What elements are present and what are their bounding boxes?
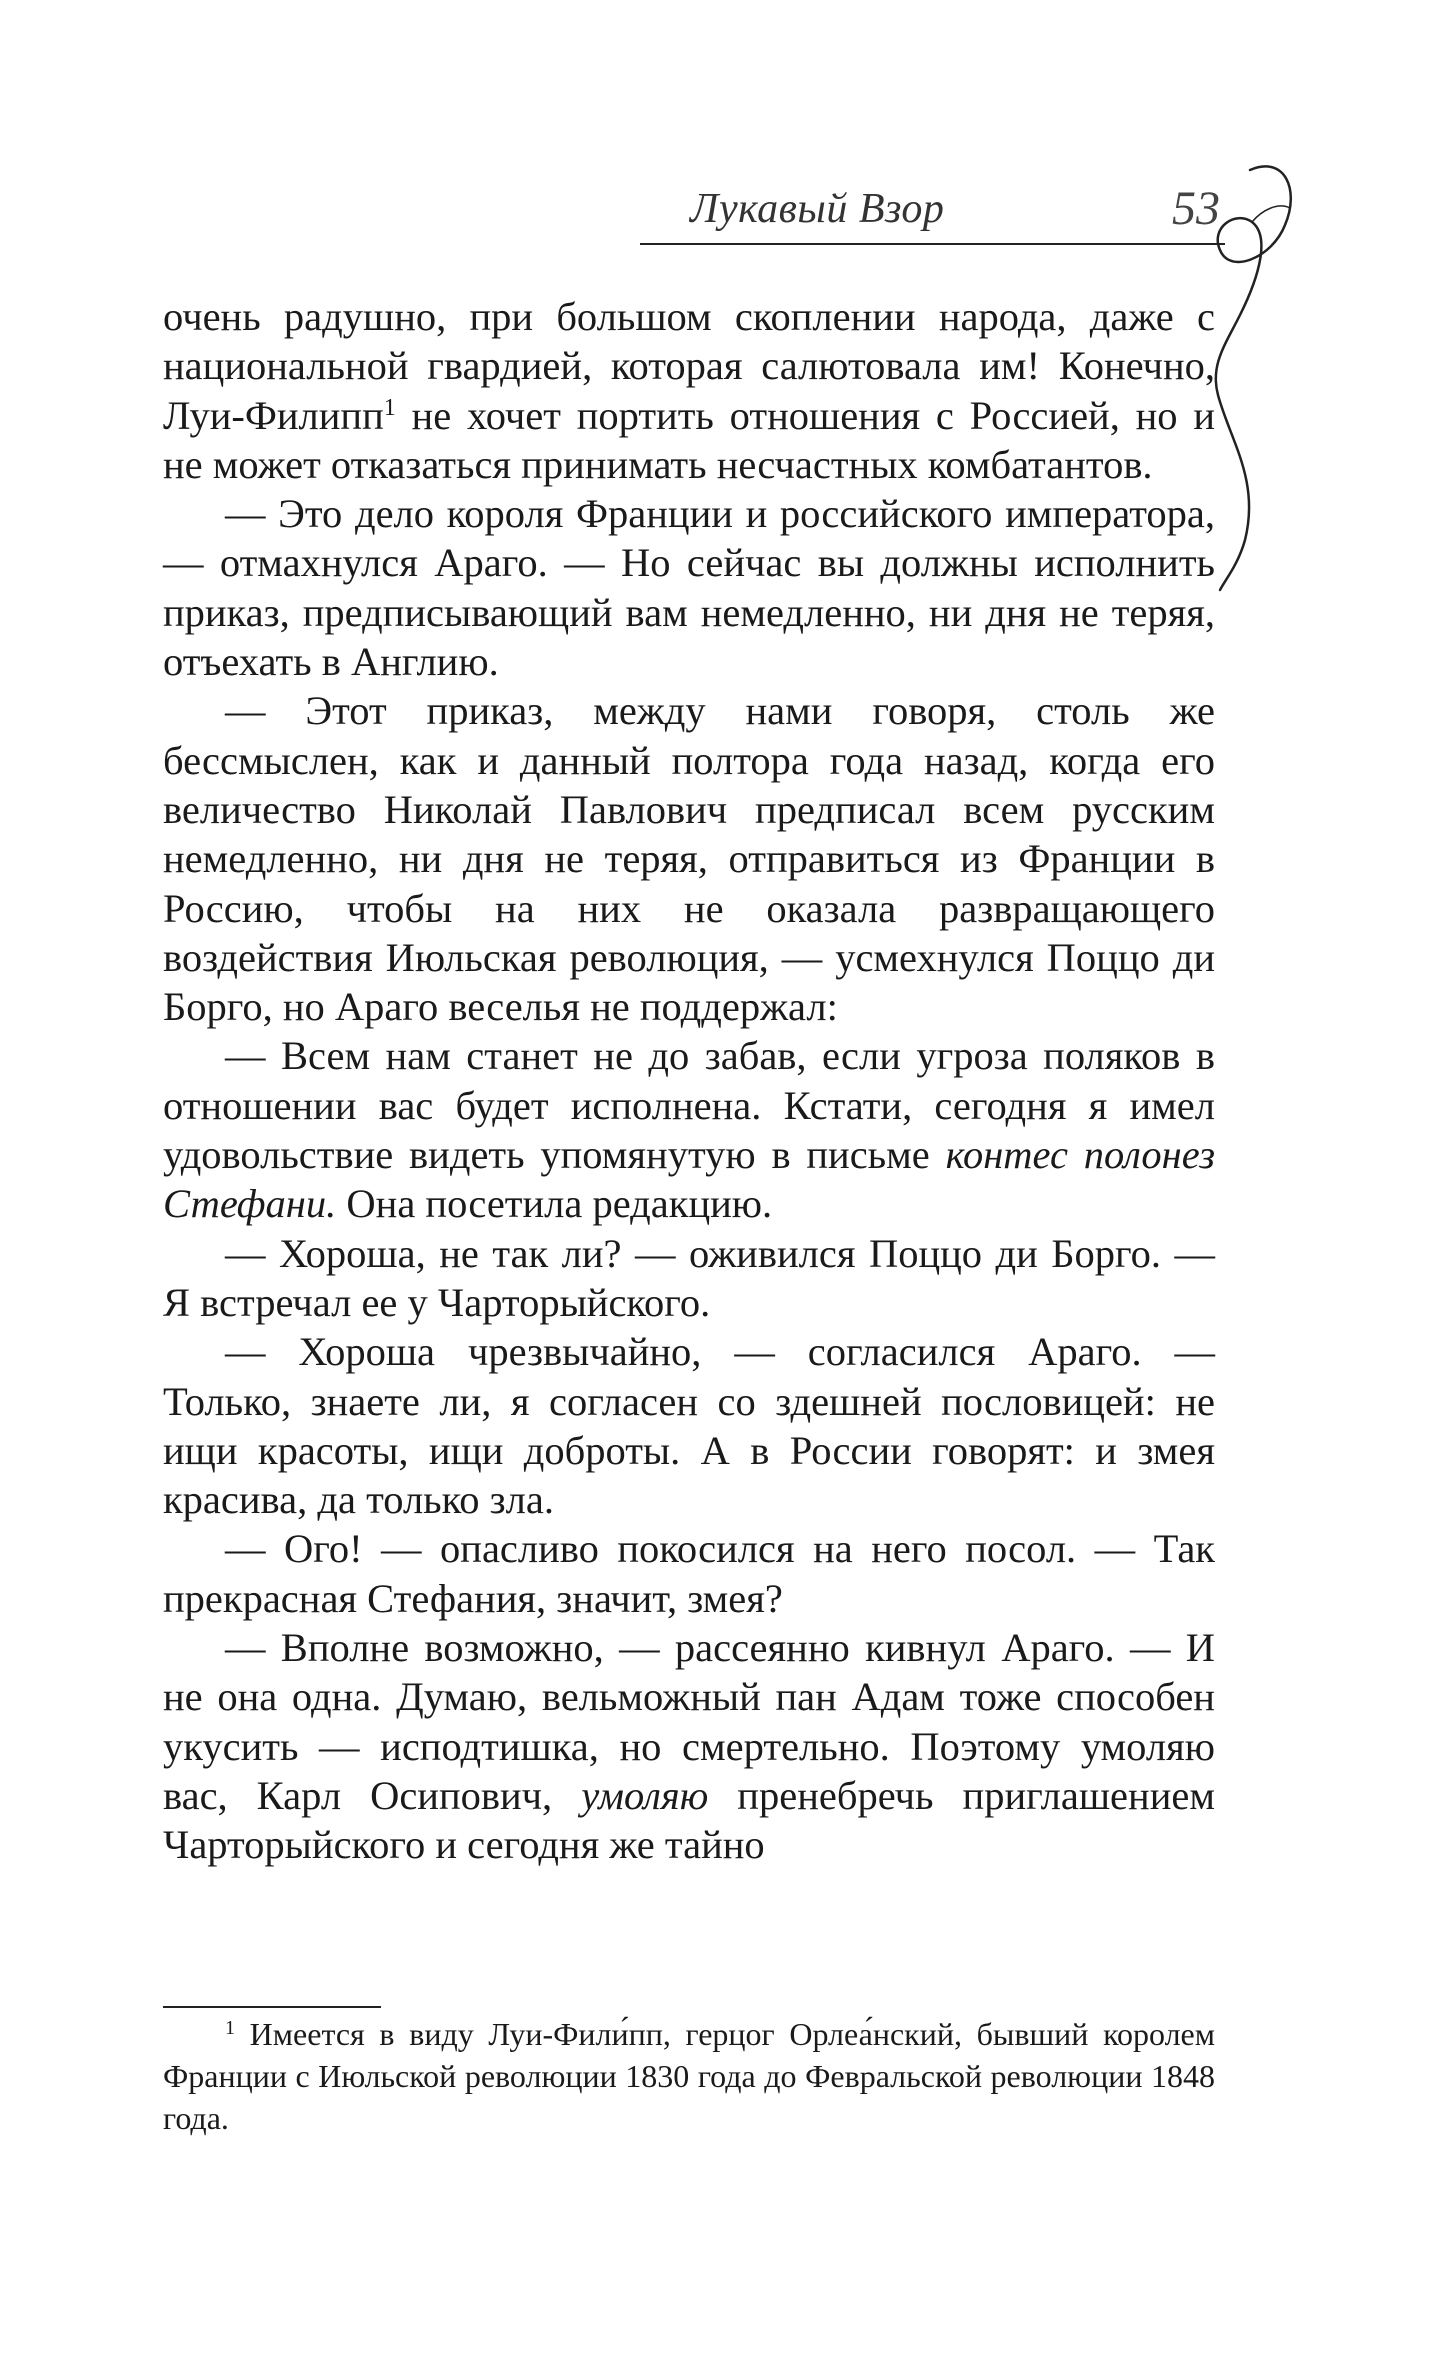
paragraph: — Это дело короля Франции и российского императора, — отмахнулся Араго. — Но сейчас вы должны исполнить приказ, предписывающий вам немедленно, ни дня не теряя, отъехать в Англию. xyxy=(163,491,1215,685)
main-text xyxy=(163,292,1215,1870)
italic-phrase: контес полонез Стефани. xyxy=(163,1132,1215,1227)
paragraph: — Хороша, не так ли? — оживился Поццо ди Борго. — Я встречал ее у Чарторыйского. xyxy=(163,1230,1215,1325)
footnote-ref: 1 xyxy=(383,394,396,421)
paragraph: — Вполне возможно, — рассеянно кивнул Араго. — И не она одна. Думаю, вельможный пан Адам тоже способен укусить — исподтишка, но смертельно. Поэтому умоляю вас, Карл Осипович, умоляю пренебречь приглашением Чарторыйского и сегодня же тайно xyxy=(163,1625,1215,1868)
paragraph: — Ого! — опасливо покосился на него посол. — Так прекрасная Стефания, значит, змея? xyxy=(163,1526,1215,1621)
italic-phrase: умоляю xyxy=(581,1772,709,1818)
footnote-marker: 1 xyxy=(225,2017,235,2039)
paragraph: — Всем нам станет не до забав, если угроза поляков в отношении вас будет исполнена. Кстати, сегодня я имел удовольствие видеть упомянутую в письме контес полонез Стефани. Она посетила редакцию. xyxy=(163,1033,1215,1227)
paragraph: — Этот приказ, между нами говоря, столь же бессмыслен, как и данный полтора года назад, когда его величество Николай Павлович предписал всем русским немедленно, ни дня не теряя, отправиться из Франции в Россию, чтобы на них не оказала развращающего воздействия Июльская революция, — усмехнулся Поццо ди Борго, но Араго веселья не поддержал: xyxy=(163,688,1215,1030)
running-header xyxy=(640,182,1220,245)
running-title: Лукавый Взор xyxy=(690,186,945,232)
footnote: $^1$ Имеется в виду Луи-Фили́пп, герцог Орлеа́нский, бывший королем Франции с Июльской революции 1830 года до Февральской революции 1848 года. xyxy=(163,2016,1215,2136)
page-number: 53 xyxy=(1172,182,1220,235)
paragraph: — Хороша чрезвычайно, — согласился Араго. — Только, знаете ли, я согласен со здешней пословицей: не ищи красоты, ищи доброты. А в России говорят: и змея красива, да только зла. xyxy=(163,1329,1215,1523)
paragraph: очень радушно, при большом скоплении народа, даже с национальной гвардией, которая салютовала им! Конечно, Луи-Филипп$^1$ не хочет портить отношения с Россией, но и не может отказаться принимать несчастных комбатантов. xyxy=(163,294,1215,487)
footnote-rule xyxy=(163,2006,381,2008)
header-rule xyxy=(640,243,1225,245)
